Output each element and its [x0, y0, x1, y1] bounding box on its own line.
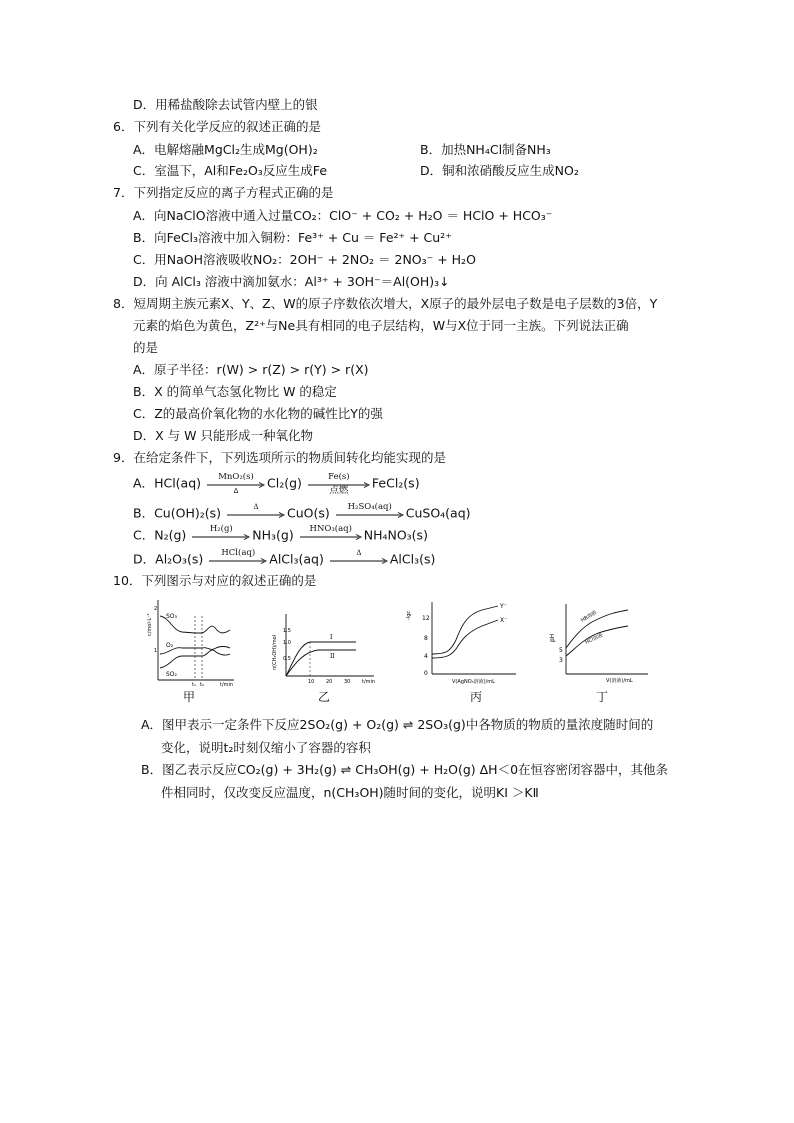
q9-d-reactant: Al₂O₃(s) [155, 551, 204, 567]
q6-option-a: A．电解熔融MgCl₂生成Mg(OH)₂ [133, 142, 318, 157]
yi-ytick-1.0: 1.0 [283, 640, 291, 646]
q10-option-b-line2: 件相同时，仅改变反应温度，n(CH₃OH)随时间的变化，说明KⅠ ＞KⅡ [161, 785, 539, 800]
figure-yi-label: 乙 [318, 690, 331, 704]
q9-option-b [133, 503, 471, 525]
yi-curve-i [286, 642, 356, 676]
ding-xlabel: V(溶液)/mL [606, 678, 633, 684]
q9-d-arrow-2 [330, 549, 388, 571]
bing-curve-x [432, 620, 498, 658]
figure-jia [148, 596, 238, 686]
bing-ylabel: -lgc [406, 610, 412, 620]
q8-option-c: C．Z的最高价氧化物的水化物的碱性比Y的强 [133, 406, 383, 421]
figure-bing-label: 丙 [470, 690, 483, 704]
q10-stem: 10．下列图示与对应的叙述正确的是 [113, 573, 317, 588]
q10-option-b-line1: B．图乙表示反应CO₂(g) + 3H₂(g) ⇌ CH₃OH(g) + H₂O(g) ΔH＜0在恒容密闭容器中，其他条 [141, 762, 669, 777]
figure-ding [546, 600, 656, 688]
q8-stem-line3: 的是 [133, 340, 159, 355]
ding-label-hcl: HCl溶液 [584, 632, 604, 646]
jia-xtick-t1: t₁ [192, 682, 196, 688]
ding-ytick-5: 5 [559, 647, 563, 654]
q10-option-a-line2: 变化，说明t₂时刻仅缩小了容器的容积 [161, 740, 371, 755]
q9-c-product: NH₄NO₃(s) [363, 527, 428, 543]
q10-option-a-line1: A．图甲表示一定条件下反应2SO₂(g) + O₂(g) ⇌ 2SO₃(g)中各物质的物质的量浓度随时间的 [141, 717, 654, 732]
yi-label-ii: II [330, 653, 335, 660]
q9-b-letter: B． [133, 505, 155, 521]
q9-c-arrow-1 [192, 525, 250, 547]
yi-xtick-30: 30 [344, 679, 351, 685]
jia-label-so2: SO₂ [166, 671, 177, 678]
ding-curve-hb [566, 610, 628, 648]
q9-d-cond2-top: Δ [356, 549, 362, 557]
q9-a-cond2-bot: 点燃 [329, 485, 349, 496]
q8-stem-line1: 8．短周期主族元素X、Y、Z、W的原子序数依次增大，X原子的最外层电子数是电子层数的3倍，Y [113, 296, 658, 311]
reaction-arrow-icon [192, 534, 250, 540]
ding-ylabel: pH [549, 633, 556, 642]
q7-stem: 7．下列指定反应的离子方程式正确的是 [113, 185, 334, 200]
q9-a-cond2-top: Fe(s) [328, 472, 350, 482]
yi-xtick-10: 10 [308, 679, 315, 685]
jia-ytick-2: 2 [154, 606, 158, 612]
q9-b-product: CuSO₄(aq) [405, 505, 471, 521]
bing-label-y: Y⁻ [500, 603, 507, 610]
reaction-arrow-icon [227, 512, 285, 518]
q9-d-arrow-1 [209, 549, 267, 571]
q9-c-cond1-top: H₂(g) [209, 524, 233, 534]
q9-b-reactant: Cu(OH)₂(s) [154, 505, 221, 521]
q9-b-intermediate: CuO(s) [286, 505, 330, 521]
bing-ytick-4: 4 [424, 653, 428, 660]
q8-stem-line2: 元素的焰色为黄色，Z²⁺与Ne具有相同的电子层结构，W与X位于同一主族。下列说法正确 [133, 318, 629, 333]
figure-ding-label: 丁 [596, 690, 609, 704]
jia-label-so3: SO₃ [166, 613, 177, 620]
reaction-arrow-icon [330, 558, 388, 564]
yi-ytick-0.5: 0.5 [283, 656, 291, 662]
reaction-arrow-icon [300, 534, 362, 540]
q9-a-letter: A． [133, 475, 155, 491]
yi-ytick-1.5: 1.5 [283, 628, 291, 634]
q9-option-c [133, 525, 428, 547]
yi-curve-ii [286, 650, 356, 676]
q9-d-cond1-top: HCl(aq) [221, 548, 256, 558]
bing-xlabel: V(AgNO₃溶液)/mL [452, 679, 495, 685]
q7-option-b: B．向FeCl₃溶液中加入铜粉：Fe³⁺ + Cu ＝ Fe²⁺ + Cu²⁺ [133, 230, 452, 245]
bing-label-x: X⁻ [500, 617, 508, 624]
q9-d-letter: D． [133, 551, 156, 567]
reaction-arrow-icon [336, 512, 404, 518]
q9-a-cond1-bot: Δ [233, 487, 239, 495]
q9-a-arrow-1 [207, 473, 265, 495]
yi-ylabel: n(CH₃OH)/mol [272, 634, 278, 670]
q6-stem: 6．下列有关化学反应的叙述正确的是 [113, 119, 321, 134]
q9-b-cond1-top: Δ [253, 503, 259, 511]
q9-option-d [133, 549, 435, 571]
q9-a-arrow-2 [308, 473, 370, 495]
q7-option-d: D．向 AlCl₃ 溶液中滴加氨水：Al³⁺ + 3OH⁻＝Al(OH)₃↓ [133, 274, 450, 289]
q9-c-reactant: N₂(g) [154, 527, 187, 543]
q9-option-a [133, 473, 420, 495]
yi-xlabel: t/min [362, 679, 376, 685]
q8-option-b: B．X 的简单气态氢化物比 W 的稳定 [133, 384, 337, 399]
q9-d-intermediate: AlCl₃(aq) [269, 551, 324, 567]
bing-curve-y [432, 606, 498, 654]
q8-option-d: D．X 与 W 只能形成一种氧化物 [133, 428, 313, 443]
q6-option-c: C．室温下，Al和Fe₂O₃反应生成Fe [133, 163, 328, 178]
q9-b-cond2-top: H₂SO₄(aq) [347, 502, 392, 512]
jia-xtick-t2: t₂ [200, 682, 204, 688]
yi-label-i: I [330, 634, 333, 641]
q9-c-cond2-top: HNO₃(aq) [309, 524, 352, 534]
q6-option-d: D．铜和浓硝酸反应生成NO₂ [420, 163, 579, 178]
q9-d-product: AlCl₃(s) [389, 551, 436, 567]
figure-bing [402, 598, 520, 688]
q9-a-intermediate: Cl₂(g) [267, 475, 302, 491]
yi-xtick-20: 20 [326, 679, 333, 685]
q9-a-product: FeCl₂(s) [371, 475, 420, 491]
bing-ytick-8: 8 [424, 635, 428, 642]
q9-a-reactant: HCl(aq) [154, 475, 202, 491]
q9-stem: 9．在给定条件下，下列选项所示的物质间转化均能实现的是 [113, 450, 446, 465]
jia-xlabel: t/min [220, 682, 234, 688]
q8-option-a: A．原子半径：r(W) > r(Z) > r(Y) > r(X) [133, 362, 369, 377]
ding-label-hb: HB溶液 [580, 609, 598, 624]
figure-yi [270, 610, 380, 688]
jia-ylabel: c/mol·L⁻¹ [147, 613, 153, 636]
bing-ytick-12: 12 [422, 615, 430, 622]
q6-option-b: B．加热NH₄Cl制备NH₃ [420, 142, 551, 157]
q9-c-arrow-2 [300, 525, 362, 547]
q9-b-arrow-2 [336, 503, 404, 525]
q7-option-a: A．向NaClO溶液中通入过量CO₂：ClO⁻ + CO₂ + H₂O ＝ HClO + HCO₃⁻ [133, 208, 553, 223]
figure-jia-label: 甲 [183, 690, 196, 704]
jia-ytick-1: 1 [154, 648, 158, 654]
reaction-arrow-icon [209, 558, 267, 564]
q5-option-d: D．用稀盐酸除去试管内壁上的银 [133, 97, 318, 112]
q9-c-intermediate: NH₃(g) [252, 527, 294, 543]
q7-option-c: C．用NaOH溶液吸收NO₂：2OH⁻ + 2NO₂ ＝ 2NO₃⁻ + H₂O [133, 252, 476, 267]
bing-ytick-0: 0 [424, 670, 428, 677]
q9-c-letter: C． [133, 527, 155, 543]
q9-b-arrow-1 [227, 503, 285, 525]
jia-label-o2: O₂ [166, 642, 174, 649]
ding-ytick-3: 3 [559, 657, 563, 664]
q9-a-cond1-top: MnO₂(s) [218, 472, 254, 482]
